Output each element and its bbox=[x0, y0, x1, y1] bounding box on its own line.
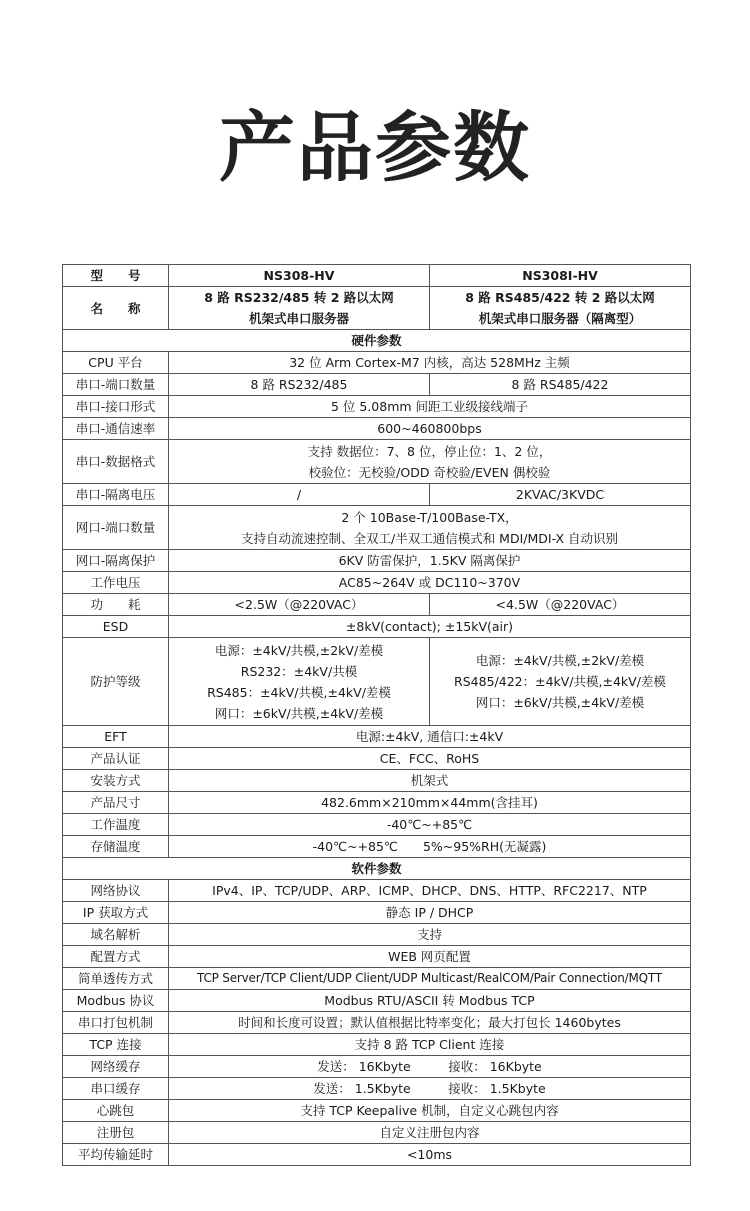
voltage-value: AC85~264V 或 DC110~370V bbox=[169, 572, 691, 594]
optemp-label: 工作温度 bbox=[63, 814, 169, 836]
table-row bbox=[63, 287, 691, 330]
hardware-section-title: 硬件参数 bbox=[63, 330, 691, 352]
transparent-label: 简单透传方式 bbox=[63, 968, 169, 990]
storage-label: 存储温度 bbox=[63, 836, 169, 858]
optemp-value: -40℃~+85℃ bbox=[169, 814, 691, 836]
name-a-line2: 机架式串口服务器 bbox=[248, 311, 349, 326]
latency-value: <10ms bbox=[169, 1144, 691, 1166]
size-label: 产品尺寸 bbox=[63, 792, 169, 814]
table-row bbox=[63, 924, 691, 946]
format-label: 串口-数据格式 bbox=[63, 440, 169, 484]
eth-protect-label: 网口-隔离保护 bbox=[63, 550, 169, 572]
table-row bbox=[63, 968, 691, 990]
name-label: 名 称 bbox=[63, 287, 169, 330]
table-row bbox=[63, 506, 691, 550]
cpu-value: 32 位 Arm Cortex-M7 内核，高达 528MHz 主频 bbox=[169, 352, 691, 374]
packet-label: 串口打包机制 bbox=[63, 1012, 169, 1034]
ip-label: IP 获取方式 bbox=[63, 902, 169, 924]
protect-b-line3: 网口：±6kV/共模,±4kV/差模 bbox=[475, 695, 645, 710]
table-row bbox=[63, 770, 691, 792]
model-a: NS308-HV bbox=[169, 265, 430, 287]
eth-count-value bbox=[169, 506, 691, 550]
dns-label: 域名解析 bbox=[63, 924, 169, 946]
storage-value: -40℃~+85℃ 5%~95%RH(无凝露) bbox=[169, 836, 691, 858]
table-row bbox=[63, 418, 691, 440]
protect-a-line3: RS485：±4kV/共模,±4kV/差模 bbox=[207, 684, 391, 700]
protect-b-line2: RS485/422：±4kV/共模,±4kV/差模 bbox=[454, 674, 666, 689]
table-row bbox=[63, 1122, 691, 1144]
port-count-label: 串口-端口数量 bbox=[63, 374, 169, 396]
size-value: 482.6mm×210mm×44mm(含挂耳) bbox=[169, 792, 691, 814]
section-row bbox=[63, 858, 691, 880]
table-row bbox=[63, 836, 691, 858]
table-row bbox=[63, 594, 691, 616]
protect-a bbox=[169, 638, 430, 726]
latency-label: 平均传输延时 bbox=[63, 1144, 169, 1166]
mount-label: 安装方式 bbox=[63, 770, 169, 792]
table-row bbox=[63, 265, 691, 287]
cert-value: CE、FCC、RoHS bbox=[169, 748, 691, 770]
table-row bbox=[63, 440, 691, 484]
protect-b bbox=[430, 638, 691, 726]
config-value: WEB 网页配置 bbox=[169, 946, 691, 968]
transparent-value: TCP Server/TCP Client/UDP Client/UDP Multicast/RealCOM/Pair Connection/MQTT bbox=[169, 968, 691, 990]
table-row bbox=[63, 352, 691, 374]
esd-value: ±8kV(contact); ±15kV(air) bbox=[169, 616, 691, 638]
power-a: <2.5W（@220VAC） bbox=[169, 594, 430, 616]
interface-label: 串口-接口形式 bbox=[63, 396, 169, 418]
baud-label: 串口-通信速率 bbox=[63, 418, 169, 440]
protect-a-line1: 电源：±4kV/共模,±2kV/差模 bbox=[214, 642, 384, 658]
interface-value: 5 位 5.08mm 间距工业级接线端子 bbox=[169, 396, 691, 418]
isolation-label: 串口-隔离电压 bbox=[63, 484, 169, 506]
protect-a-line4: 网口：±6kV/共模,±4kV/差模 bbox=[214, 705, 384, 721]
name-b bbox=[430, 287, 691, 330]
table-row bbox=[63, 814, 691, 836]
packet-value: 时间和长度可设置；默认值根据比特率变化；最大打包长 1460bytes bbox=[169, 1012, 691, 1034]
mount-value: 机架式 bbox=[169, 770, 691, 792]
table-row bbox=[63, 550, 691, 572]
protect-label: 防护等级 bbox=[63, 638, 169, 726]
netbuf-label: 网络缓存 bbox=[63, 1056, 169, 1078]
cert-label: 产品认证 bbox=[63, 748, 169, 770]
name-a bbox=[169, 287, 430, 330]
software-section-title: 软件参数 bbox=[63, 858, 691, 880]
table-row bbox=[63, 748, 691, 770]
protect-a-line2: RS232：±4kV/共模 bbox=[240, 663, 358, 679]
table-row bbox=[63, 792, 691, 814]
baud-value: 600~460800bps bbox=[169, 418, 691, 440]
eft-label: EFT bbox=[63, 726, 169, 748]
dns-value: 支持 bbox=[169, 924, 691, 946]
heartbeat-label: 心跳包 bbox=[63, 1100, 169, 1122]
table-row bbox=[63, 880, 691, 902]
table-row bbox=[63, 616, 691, 638]
table-row bbox=[63, 902, 691, 924]
section-row bbox=[63, 330, 691, 352]
format-line1: 支持 数据位：7、8 位，停止位：1、2 位， bbox=[307, 443, 552, 459]
tcp-label: TCP 连接 bbox=[63, 1034, 169, 1056]
isolation-a: / bbox=[169, 484, 430, 506]
port-count-a: 8 路 RS232/485 bbox=[169, 374, 430, 396]
table-row bbox=[63, 374, 691, 396]
config-label: 配置方式 bbox=[63, 946, 169, 968]
modbus-value: Modbus RTU/ASCII 转 Modbus TCP bbox=[169, 990, 691, 1012]
table-row bbox=[63, 638, 691, 726]
table-row bbox=[63, 946, 691, 968]
protocol-label: 网络协议 bbox=[63, 880, 169, 902]
eth-count-line1: 2 个 10Base-T/100Base-TX， bbox=[341, 509, 518, 525]
protocol-value: IPv4、IP、TCP/UDP、ARP、ICMP、DHCP、DNS、HTTP、RFC2217、NTP bbox=[169, 880, 691, 902]
power-label: 功 耗 bbox=[63, 594, 169, 616]
tcp-value: 支持 8 路 TCP Client 连接 bbox=[169, 1034, 691, 1056]
table-row bbox=[63, 990, 691, 1012]
heartbeat-value: 支持 TCP Keepalive 机制，自定义心跳包内容 bbox=[169, 1100, 691, 1122]
table-row bbox=[63, 1144, 691, 1166]
table-row bbox=[63, 1034, 691, 1056]
table-row bbox=[63, 572, 691, 594]
serbuf-label: 串口缓存 bbox=[63, 1078, 169, 1100]
table-row bbox=[63, 396, 691, 418]
format-value bbox=[169, 440, 691, 484]
table-row bbox=[63, 1012, 691, 1034]
serbuf-value: 发送： 1.5Kbyte 接收： 1.5Kbyte bbox=[169, 1078, 691, 1100]
format-line2: 校验位：无校验/ODD 奇校验/EVEN 偶校验 bbox=[308, 464, 551, 480]
eth-protect-value: 6KV 防雷保护，1.5KV 隔离保护 bbox=[169, 550, 691, 572]
ip-value: 静态 IP / DHCP bbox=[169, 902, 691, 924]
voltage-label: 工作电压 bbox=[63, 572, 169, 594]
register-value: 自定义注册包内容 bbox=[169, 1122, 691, 1144]
port-count-b: 8 路 RS485/422 bbox=[430, 374, 691, 396]
model-label: 型 号 bbox=[63, 265, 169, 287]
netbuf-value: 发送： 16Kbyte 接收： 16Kbyte bbox=[169, 1056, 691, 1078]
register-label: 注册包 bbox=[63, 1122, 169, 1144]
table-row bbox=[63, 1078, 691, 1100]
power-b: <4.5W（@220VAC） bbox=[430, 594, 691, 616]
spec-table bbox=[62, 264, 691, 1166]
table-row bbox=[63, 1056, 691, 1078]
page-title: 产品参数 bbox=[219, 103, 531, 192]
eft-value: 电源:±4kV, 通信口:±4kV bbox=[169, 726, 691, 748]
protect-b-line1: 电源：±4kV/共模,±2kV/差模 bbox=[475, 653, 645, 668]
modbus-label: Modbus 协议 bbox=[63, 990, 169, 1012]
model-b: NS308I-HV bbox=[430, 265, 691, 287]
eth-count-label: 网口-端口数量 bbox=[63, 506, 169, 550]
eth-count-line2: 支持自动流速控制、全双工/半双工通信模式和 MDI/MDI-X 自动识别 bbox=[240, 530, 618, 546]
table-row bbox=[63, 726, 691, 748]
isolation-b: 2KVAC/3KVDC bbox=[430, 484, 691, 506]
name-b-line2: 机架式串口服务器（隔离型） bbox=[478, 311, 642, 326]
table-row bbox=[63, 1100, 691, 1122]
esd-label: ESD bbox=[63, 616, 169, 638]
name-b-line1: 8 路 RS485/422 转 2 路以太网 bbox=[465, 290, 655, 305]
name-a-line1: 8 路 RS232/485 转 2 路以太网 bbox=[204, 290, 394, 305]
table-row bbox=[63, 484, 691, 506]
cpu-label: CPU 平台 bbox=[63, 352, 169, 374]
